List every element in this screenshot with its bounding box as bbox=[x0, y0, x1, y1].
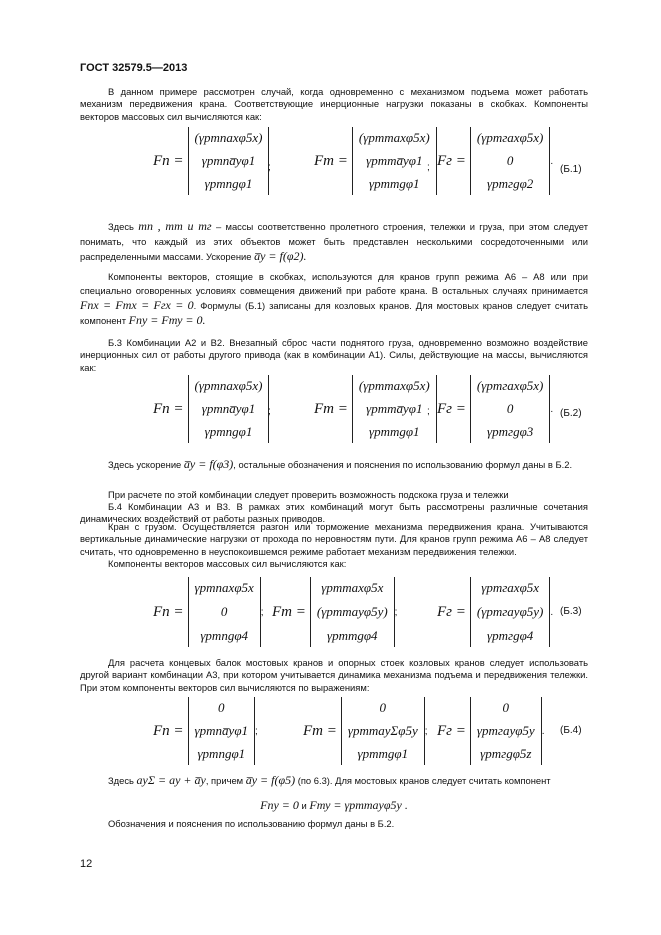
equation-b1-group-1 bbox=[153, 127, 269, 195]
matrix-cell: γpmпa̅yφ1 bbox=[201, 401, 256, 416]
matrix-cell: γpmгayφ5y bbox=[476, 723, 535, 738]
matrix-cell: 0 bbox=[218, 700, 225, 715]
equation-b1-group-3 bbox=[437, 127, 553, 195]
matrix-cell: (γpmпaxφ5x) bbox=[194, 378, 263, 393]
text: . Формулы (Б.1) записаны для козловых кранов. Для мостовых кранов следует считать bbox=[193, 300, 588, 311]
lhs-ft: Fт = bbox=[314, 152, 348, 169]
paragraph-notes: Обозначения и пояснения по использованию формул даны в Б.2. bbox=[108, 818, 395, 829]
inline-formula: a̅y = f(φ5) bbox=[245, 773, 296, 787]
equation-b2-group-1 bbox=[153, 375, 269, 443]
vector-matrix bbox=[352, 375, 437, 443]
inline-formula: mп , mт и mг bbox=[138, 219, 212, 233]
lhs-fp: Fп = bbox=[153, 152, 184, 169]
matrix-cell: γpmтayΣφ5y bbox=[347, 723, 418, 738]
end-dot: . bbox=[541, 725, 545, 737]
vector-matrix bbox=[470, 577, 550, 647]
equation-b4-group-3 bbox=[437, 697, 545, 765]
lhs-fg: Fг = bbox=[437, 722, 466, 739]
matrix-cell: 0 bbox=[506, 401, 514, 416]
inline-formula: Fпу = 0 bbox=[260, 798, 299, 812]
paragraph-ay-sigma bbox=[80, 772, 588, 789]
matrix-cell: γpmтa̅yφ1 bbox=[366, 401, 423, 416]
lhs-ft: Fт = bbox=[272, 603, 306, 620]
vector-matrix bbox=[188, 375, 270, 443]
equation-b1-group-2 bbox=[314, 127, 437, 195]
paragraph-check: При расчете по этой комбинации следует проверить возможность подскока груза и тележки bbox=[108, 489, 509, 500]
matrix-cell: γpmпa̅yφ1 bbox=[194, 723, 249, 738]
matrix-cell: γpmгgφ2 bbox=[486, 176, 534, 191]
matrix-cell: (γpmпaxφ5x) bbox=[194, 130, 263, 145]
equation-b4-group-1 bbox=[153, 697, 258, 765]
text: компонент bbox=[80, 315, 127, 326]
matrix-cell: 0 bbox=[502, 700, 510, 715]
matrix-cell: γpmгaxφ5x bbox=[481, 580, 540, 595]
equation-b4-group-2 bbox=[303, 697, 428, 765]
matrix-cell: 0 bbox=[220, 604, 228, 619]
matrix-cell: γpmпgφ1 bbox=[204, 424, 253, 439]
text: – массы соответственно пролетного строения, тележки и груза, при этом следует понимать, что каждый из этих объектов может быть представлен несколькими сосредоточенными или распределенными массами. Ускорение bbox=[80, 221, 589, 262]
document-header: ГОСТ 32579.5—2013 bbox=[80, 62, 188, 74]
matrix-cell: γpmтgφ1 bbox=[357, 746, 409, 761]
vector-matrix bbox=[341, 697, 425, 765]
matrix-cell: γpmтa̅yφ1 bbox=[366, 153, 423, 168]
matrix-cell: (γpmгayφ5y) bbox=[476, 604, 544, 619]
text: Здесь ускорение bbox=[108, 459, 182, 470]
matrix-cell: γpmгgφ4 bbox=[486, 628, 534, 643]
vector-matrix bbox=[188, 577, 261, 647]
lhs-fp: Fп = bbox=[153, 603, 184, 620]
separator: ; bbox=[260, 606, 264, 618]
equation-b3-group-1 bbox=[153, 577, 264, 647]
text: , остальные обозначения и пояснения по использованию формул даны в Б.2. bbox=[233, 459, 573, 470]
matrix-cell: γpmтaxφ5x bbox=[321, 580, 384, 595]
separator: ; bbox=[394, 606, 398, 618]
page-number: 12 bbox=[80, 858, 93, 870]
paragraph-components bbox=[80, 270, 588, 328]
vector-matrix bbox=[470, 697, 542, 765]
matrix-cell: γpmпaxφ5x bbox=[194, 580, 254, 595]
inline-formula: a̅y = f(φ2). bbox=[254, 249, 307, 263]
matrix-cell: γpmтgφ4 bbox=[326, 628, 378, 643]
separator: ; bbox=[255, 725, 258, 737]
vector-matrix bbox=[470, 127, 550, 195]
equation-number: (Б.4) bbox=[560, 725, 582, 736]
paragraph-crane: Кран с грузом. Осуществляется разгон или торможение механизма передвижения крана. Учитываются вертикальные динамические нагрузки от прохода по неровностям пути. Для кранов групп режима А6 – А8 следует считать, что одновременно в неуспокоившемся режиме работает механизм передвижения тележки. bbox=[80, 521, 588, 557]
text: Здесь bbox=[108, 221, 134, 232]
matrix-cell: γpmпgφ4 bbox=[200, 628, 249, 643]
paragraph-b3: Б.3 Комбинации А2 и В2. Внезапный сброс части поднятого груза, одновременно возможно воздействие инерционных сил от работы другого привода (как в комбинации А1). Силы, действующие на массы, вычисляются как: bbox=[80, 337, 588, 373]
matrix-cell: γpmтgφ1 bbox=[368, 176, 420, 191]
vector-matrix bbox=[310, 577, 395, 647]
inline-formula: Fпу = Fту = 0. bbox=[128, 313, 206, 327]
matrix-cell: 0 bbox=[506, 153, 514, 168]
matrix-cell: (γpmтaxφ5x) bbox=[358, 378, 430, 393]
equation-b2-group-3 bbox=[437, 375, 553, 443]
lhs-fp: Fп = bbox=[153, 400, 184, 417]
end-dot: . bbox=[550, 606, 554, 618]
lhs-ft: Fт = bbox=[314, 400, 348, 417]
lhs-fp: Fп = bbox=[153, 722, 184, 739]
inline-formula: Fту = γpmтayφ5y . bbox=[309, 798, 408, 812]
text: , причем bbox=[205, 775, 244, 786]
vector-matrix bbox=[188, 697, 255, 765]
matrix-cell: 0 bbox=[379, 700, 387, 715]
vector-matrix bbox=[188, 127, 270, 195]
text: (по 6.3). Для мостовых кранов следует считать компонент bbox=[297, 775, 551, 786]
paragraph-intro: В данном примере рассмотрен случай, когда одновременно с механизмом подъема может работать механизм передвижения крана. Соответствующие инерционные нагрузки показаны в скобках. Компоненты векторов массовых сил вычисляются как: bbox=[80, 86, 588, 122]
equation-number: (Б.1) bbox=[560, 164, 582, 175]
matrix-cell: (γpmтayφ5y) bbox=[316, 604, 388, 619]
matrix-cell: (γpmгaxφ5x) bbox=[476, 130, 544, 145]
separator: ; bbox=[424, 725, 428, 737]
inline-formula: a̅y = f(φ3) bbox=[183, 457, 234, 471]
separator: ; bbox=[427, 406, 430, 417]
matrix-cell: (γpmгaxφ5x) bbox=[476, 378, 544, 393]
equation-b3-group-3 bbox=[437, 577, 553, 647]
lhs-fg: Fг = bbox=[437, 152, 466, 169]
equation-b3-group-2 bbox=[272, 577, 397, 647]
equation-b2-group-2 bbox=[314, 375, 437, 443]
paragraph-vectors: Компоненты векторов массовых сил вычисляются как: bbox=[108, 558, 347, 569]
separator: ; bbox=[427, 162, 430, 173]
text: и bbox=[301, 800, 307, 811]
equation-number: (Б.3) bbox=[560, 606, 582, 617]
formula-line bbox=[80, 797, 588, 814]
vector-matrix bbox=[470, 375, 550, 443]
text: Здесь bbox=[108, 775, 134, 786]
paragraph-masses bbox=[80, 219, 588, 264]
separator: ; bbox=[268, 406, 271, 417]
lhs-fg: Fг = bbox=[437, 400, 466, 417]
lhs-ft: Fт = bbox=[303, 722, 337, 739]
matrix-cell: γpmпgφ1 bbox=[204, 176, 253, 191]
paragraph-acceleration bbox=[80, 457, 588, 472]
matrix-cell: γpmгgφ5z bbox=[480, 746, 532, 761]
lhs-fg: Fг = bbox=[437, 603, 466, 620]
matrix-cell: γpmпgφ1 bbox=[197, 746, 246, 761]
separator: ; bbox=[268, 162, 271, 173]
inline-formula: ayΣ = ay + a̅y bbox=[136, 773, 206, 787]
end-dot: . bbox=[550, 155, 554, 167]
equation-number: (Б.2) bbox=[560, 408, 582, 419]
inline-formula: Fпх = Fтх = Fгх = 0 bbox=[80, 298, 194, 312]
matrix-cell: γpmтgφ1 bbox=[368, 424, 420, 439]
vector-matrix bbox=[352, 127, 437, 195]
text: Компоненты векторов, стоящие в скобках, используются для кранов групп режима А6 – А8 или при специально оговоренных условиях совмещения движений при работе крана. В остальных случаях принимается bbox=[80, 271, 588, 296]
matrix-cell: (γpmтaxφ5x) bbox=[358, 130, 430, 145]
paragraph-b4: Б.4 Комбинации А3 и В3. В рамках этих комбинаций могут быть рассмотрены различные сочетания динамических воздействий от работы разных приводов. bbox=[80, 501, 588, 525]
paragraph-end-beams: Для расчета концевых балок мостовых кранов и опорных стоек козловых кранов следует использовать другой вариант комбинации А3, при котором учитывается динамика механизма подъема и передвижения тележки. При этом компоненты векторов сил вычисляются по выражениям: bbox=[80, 657, 588, 693]
matrix-cell: γpmпa̅yφ1 bbox=[201, 153, 256, 168]
matrix-cell: γpmгgφ3 bbox=[486, 424, 534, 439]
end-dot: . bbox=[550, 403, 554, 415]
